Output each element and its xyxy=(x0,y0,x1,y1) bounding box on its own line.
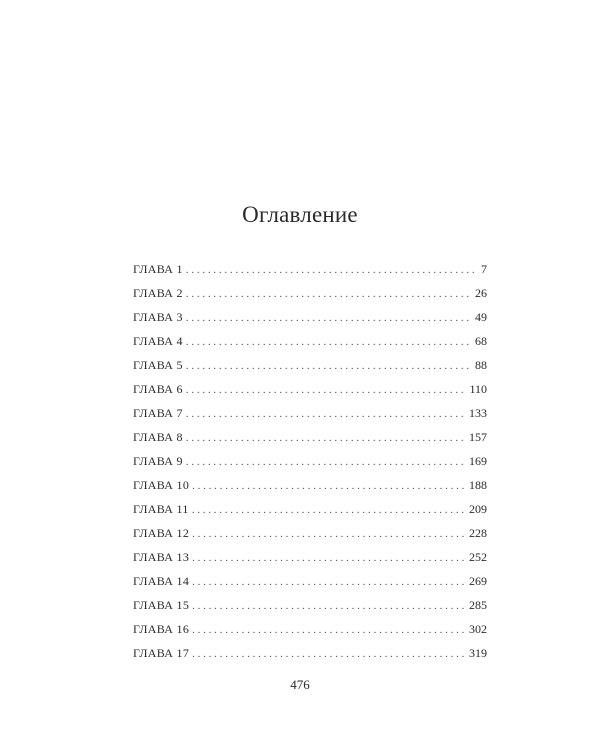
toc-entry-label: ГЛАВА 16 xyxy=(133,622,190,636)
toc-dot-leader xyxy=(186,258,478,282)
toc-entry-page: 7 xyxy=(481,262,487,276)
toc-entry-page: 209 xyxy=(469,502,487,516)
toc-dot-leader xyxy=(192,570,466,594)
toc-entry-label: ГЛАВА 9 xyxy=(133,454,183,468)
toc-entry-page: 269 xyxy=(469,574,487,588)
toc-dot-leader xyxy=(192,474,466,498)
toc-entry-page: 157 xyxy=(469,430,487,444)
toc-entry xyxy=(133,353,487,377)
toc-entry-label: ГЛАВА 13 xyxy=(133,550,190,564)
toc-dot-leader xyxy=(192,522,466,546)
toc-entry xyxy=(133,545,487,569)
toc-entry-label: ГЛАВА 12 xyxy=(133,526,190,540)
toc-entry-page: 88 xyxy=(475,358,487,372)
toc-entry xyxy=(133,305,487,329)
toc-entry-page: 133 xyxy=(469,406,487,420)
toc-entry-page: 302 xyxy=(469,622,487,636)
toc-entry xyxy=(133,401,487,425)
toc-entry xyxy=(133,257,487,281)
toc-entry-page: 49 xyxy=(475,310,487,324)
toc-entry-page: 285 xyxy=(469,598,487,612)
toc-entry-label: ГЛАВА 1 xyxy=(133,262,183,276)
toc-dot-leader xyxy=(186,330,472,354)
toc-dot-leader xyxy=(186,306,472,330)
toc-title: Оглавление xyxy=(242,202,358,227)
toc-dot-leader xyxy=(192,498,466,522)
toc-dot-leader xyxy=(186,402,466,426)
toc-entry-page: 169 xyxy=(469,454,487,468)
toc-dot-leader xyxy=(186,450,466,474)
toc-entry-page: 252 xyxy=(469,550,487,564)
toc-entry-page: 188 xyxy=(469,478,487,492)
toc-dot-leader xyxy=(192,594,466,618)
toc-entry-label: ГЛАВА 4 xyxy=(133,334,183,348)
toc-entry xyxy=(133,521,487,545)
toc-entry-page: 228 xyxy=(469,526,487,540)
toc-entry-label: ГЛАВА 5 xyxy=(133,358,183,372)
toc-entry-label: ГЛАВА 3 xyxy=(133,310,183,324)
toc-dot-leader xyxy=(186,426,466,450)
toc-entry xyxy=(133,281,487,305)
toc-entry-page: 110 xyxy=(469,382,487,396)
toc-entry xyxy=(133,329,487,353)
toc-entry xyxy=(133,641,487,665)
toc-dot-leader xyxy=(186,378,467,402)
toc-entry-label: ГЛАВА 7 xyxy=(133,406,183,420)
toc-dot-leader xyxy=(186,282,472,306)
toc-entry-page: 319 xyxy=(469,646,487,660)
toc-entry-label: ГЛАВА 2 xyxy=(133,286,183,300)
toc-entry xyxy=(133,473,487,497)
toc-entry xyxy=(133,569,487,593)
toc-entry-label: ГЛАВА 14 xyxy=(133,574,190,588)
toc-entry xyxy=(133,617,487,641)
page-number: 476 xyxy=(290,677,310,692)
toc-list xyxy=(133,257,487,665)
toc-entry-label: ГЛАВА 6 xyxy=(133,382,183,396)
toc-entry-page: 68 xyxy=(475,334,487,348)
toc-entry-label: ГЛАВА 10 xyxy=(133,478,190,492)
toc-entry xyxy=(133,449,487,473)
toc-entry-label: ГЛАВА 17 xyxy=(133,646,190,660)
toc-entry xyxy=(133,425,487,449)
toc-dot-leader xyxy=(192,546,466,570)
toc-dot-leader xyxy=(192,642,466,666)
toc-entry-page: 26 xyxy=(475,286,487,300)
toc-entry-label: ГЛАВА 8 xyxy=(133,430,183,444)
toc-entry xyxy=(133,593,487,617)
toc-dot-leader xyxy=(186,354,472,378)
toc-entry-label: ГЛАВА 11 xyxy=(133,502,189,516)
toc-dot-leader xyxy=(192,618,466,642)
toc-entry xyxy=(133,497,487,521)
toc-entry-label: ГЛАВА 15 xyxy=(133,598,190,612)
toc-entry xyxy=(133,377,487,401)
